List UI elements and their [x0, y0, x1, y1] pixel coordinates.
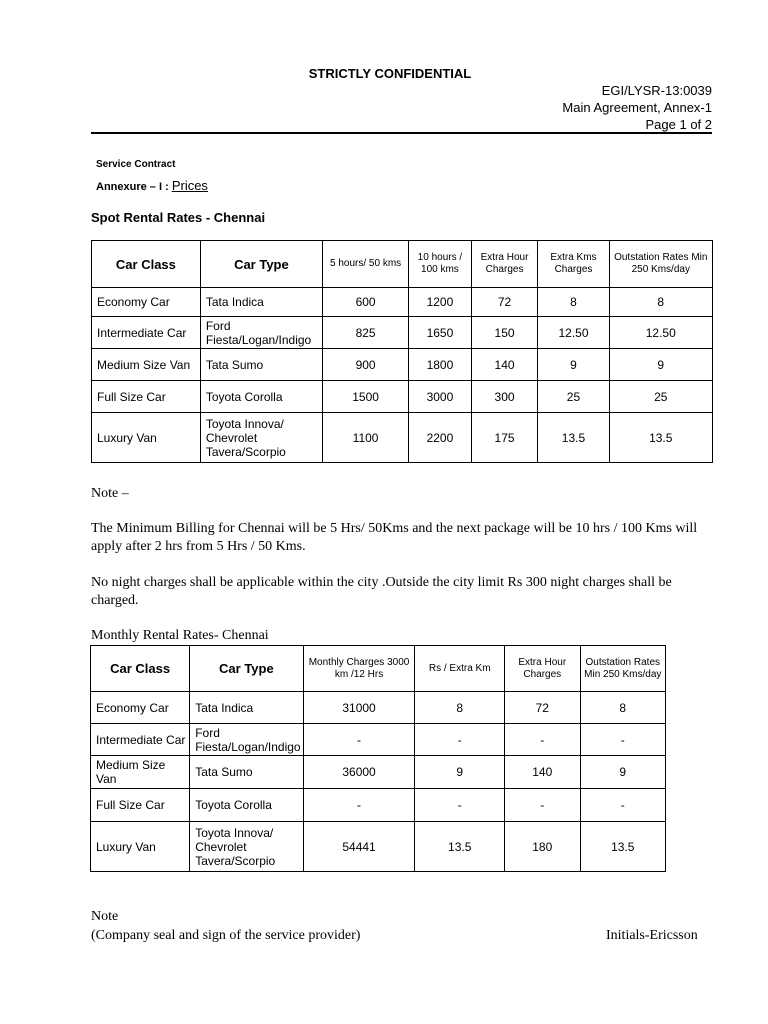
column-header: Car Class: [92, 241, 201, 288]
table-cell: Intermediate Car: [92, 317, 201, 349]
table-cell: 150: [471, 317, 538, 349]
note-heading: Note –: [91, 486, 129, 501]
table-cell: -: [303, 724, 415, 756]
table-cell: 13.5: [580, 822, 665, 872]
table-cell: Ford Fiesta/Logan/Indigo: [200, 317, 322, 349]
column-header: Car Type: [190, 646, 303, 692]
table-cell: Luxury Van: [91, 822, 190, 872]
monthly-rates-table: [90, 645, 666, 872]
table-header-row: [91, 646, 666, 692]
table-cell: Toyota Corolla: [200, 381, 322, 413]
table-cell: -: [415, 724, 504, 756]
table-cell: 8: [609, 288, 712, 317]
table-cell: 2200: [409, 413, 471, 463]
table-row: [92, 413, 713, 463]
column-header: Extra Hour Charges: [504, 646, 580, 692]
table-cell: Toyota Corolla: [190, 789, 303, 822]
table-cell: 72: [504, 692, 580, 724]
table-cell: -: [580, 789, 665, 822]
spot-rates-table: [91, 240, 713, 463]
agreement-reference: Main Agreement, Annex-1: [562, 100, 712, 115]
table-cell: -: [303, 789, 415, 822]
table-cell: 72: [471, 288, 538, 317]
table-cell: 3000: [409, 381, 471, 413]
initials-caption: Initials-Ericsson: [606, 928, 698, 943]
table-cell: Tata Indica: [190, 692, 303, 724]
table-cell: 1200: [409, 288, 471, 317]
column-header: 10 hours / 100 kms: [409, 241, 471, 288]
table-cell: Economy Car: [92, 288, 201, 317]
spot-rates-title: Spot Rental Rates - Chennai: [91, 210, 266, 225]
table-cell: 1650: [409, 317, 471, 349]
table-cell: 9: [415, 756, 504, 789]
column-header: Car Type: [200, 241, 322, 288]
table-cell: 12.50: [538, 317, 609, 349]
table-cell: 13.5: [609, 413, 712, 463]
table-cell: 13.5: [538, 413, 609, 463]
minimum-billing-note: The Minimum Billing for Chennai will be 5 Hrs/ 50Kms and the next package will be 10 hrs / 100 Kms will apply after 2 hrs from 5 Hrs / 50 Kms.: [91, 521, 698, 554]
table-cell: -: [504, 789, 580, 822]
table-row: [92, 288, 713, 317]
table-cell: Ford Fiesta/Logan/Indigo: [190, 724, 303, 756]
table-cell: 300: [471, 381, 538, 413]
annexure-title: Prices: [171, 178, 208, 193]
table-cell: 175: [471, 413, 538, 463]
column-header: Outstation Rates Min 250 Kms/day: [609, 241, 712, 288]
confidential-heading: STRICTLY CONFIDENTIAL: [308, 66, 472, 81]
table-cell: 9: [538, 349, 609, 381]
table-cell: 25: [609, 381, 712, 413]
table-cell: Tata Sumo: [190, 756, 303, 789]
table-cell: -: [415, 789, 504, 822]
table-cell: 8: [415, 692, 504, 724]
table-cell: -: [504, 724, 580, 756]
table-cell: Toyota Innova/ Chevrolet Tavera/Scorpio: [200, 413, 322, 463]
table-cell: 140: [504, 756, 580, 789]
table-cell: 900: [322, 349, 408, 381]
table-cell: Toyota Innova/ Chevrolet Tavera/Scorpio: [190, 822, 303, 872]
column-header: Monthly Charges 3000 km /12 Hrs: [303, 646, 415, 692]
table-cell: Luxury Van: [92, 413, 201, 463]
table-cell: 8: [580, 692, 665, 724]
table-cell: 25: [538, 381, 609, 413]
night-charges-note: No night charges shall be applicable within the city .Outside the city limit Rs 300 night charges shall be charged.: [91, 575, 672, 608]
column-header: Extra Kms Charges: [538, 241, 609, 288]
table-header-row: [92, 241, 713, 288]
table-cell: 1500: [322, 381, 408, 413]
table-cell: Full Size Car: [92, 381, 201, 413]
table-row: [91, 724, 666, 756]
service-contract-label: Service Contract: [96, 159, 176, 170]
table-cell: 36000: [303, 756, 415, 789]
table-row: [91, 756, 666, 789]
table-cell: 54441: [303, 822, 415, 872]
table-cell: 825: [322, 317, 408, 349]
table-cell: 140: [471, 349, 538, 381]
table-cell: 12.50: [609, 317, 712, 349]
table-cell: Full Size Car: [91, 789, 190, 822]
table-cell: Intermediate Car: [91, 724, 190, 756]
table-row: [91, 692, 666, 724]
table-cell: Economy Car: [91, 692, 190, 724]
page-number: Page 1 of 2: [645, 117, 712, 132]
table-row: [91, 789, 666, 822]
table-cell: 180: [504, 822, 580, 872]
table-cell: Medium Size Van: [92, 349, 201, 381]
table-cell: 1800: [409, 349, 471, 381]
annexure-label: Annexure – I :: [96, 181, 169, 193]
header-rule: [91, 132, 712, 134]
column-header: Rs / Extra Km: [415, 646, 504, 692]
table-cell: Medium Size Van: [91, 756, 190, 789]
document-reference: EGI/LYSR-13:0039: [601, 83, 712, 98]
column-header: Car Class: [91, 646, 190, 692]
monthly-rates-title: Monthly Rental Rates- Chennai: [91, 628, 269, 643]
footer-note: Note: [91, 909, 119, 924]
table-row: [92, 317, 713, 349]
column-header: Outstation Rates Min 250 Kms/day: [580, 646, 665, 692]
table-row: [91, 822, 666, 872]
table-cell: 8: [538, 288, 609, 317]
table-row: [92, 381, 713, 413]
table-cell: 9: [609, 349, 712, 381]
company-seal-caption: (Company seal and sign of the service provider): [91, 928, 361, 943]
annexure-heading: [96, 178, 208, 193]
table-cell: -: [580, 724, 665, 756]
table-cell: 13.5: [415, 822, 504, 872]
table-cell: Tata Sumo: [200, 349, 322, 381]
table-cell: 31000: [303, 692, 415, 724]
table-cell: 1100: [322, 413, 408, 463]
table-row: [92, 349, 713, 381]
table-cell: 600: [322, 288, 408, 317]
table-cell: 9: [580, 756, 665, 789]
table-cell: Tata Indica: [200, 288, 322, 317]
column-header: Extra Hour Charges: [471, 241, 538, 288]
column-header: 5 hours/ 50 kms: [322, 241, 408, 288]
